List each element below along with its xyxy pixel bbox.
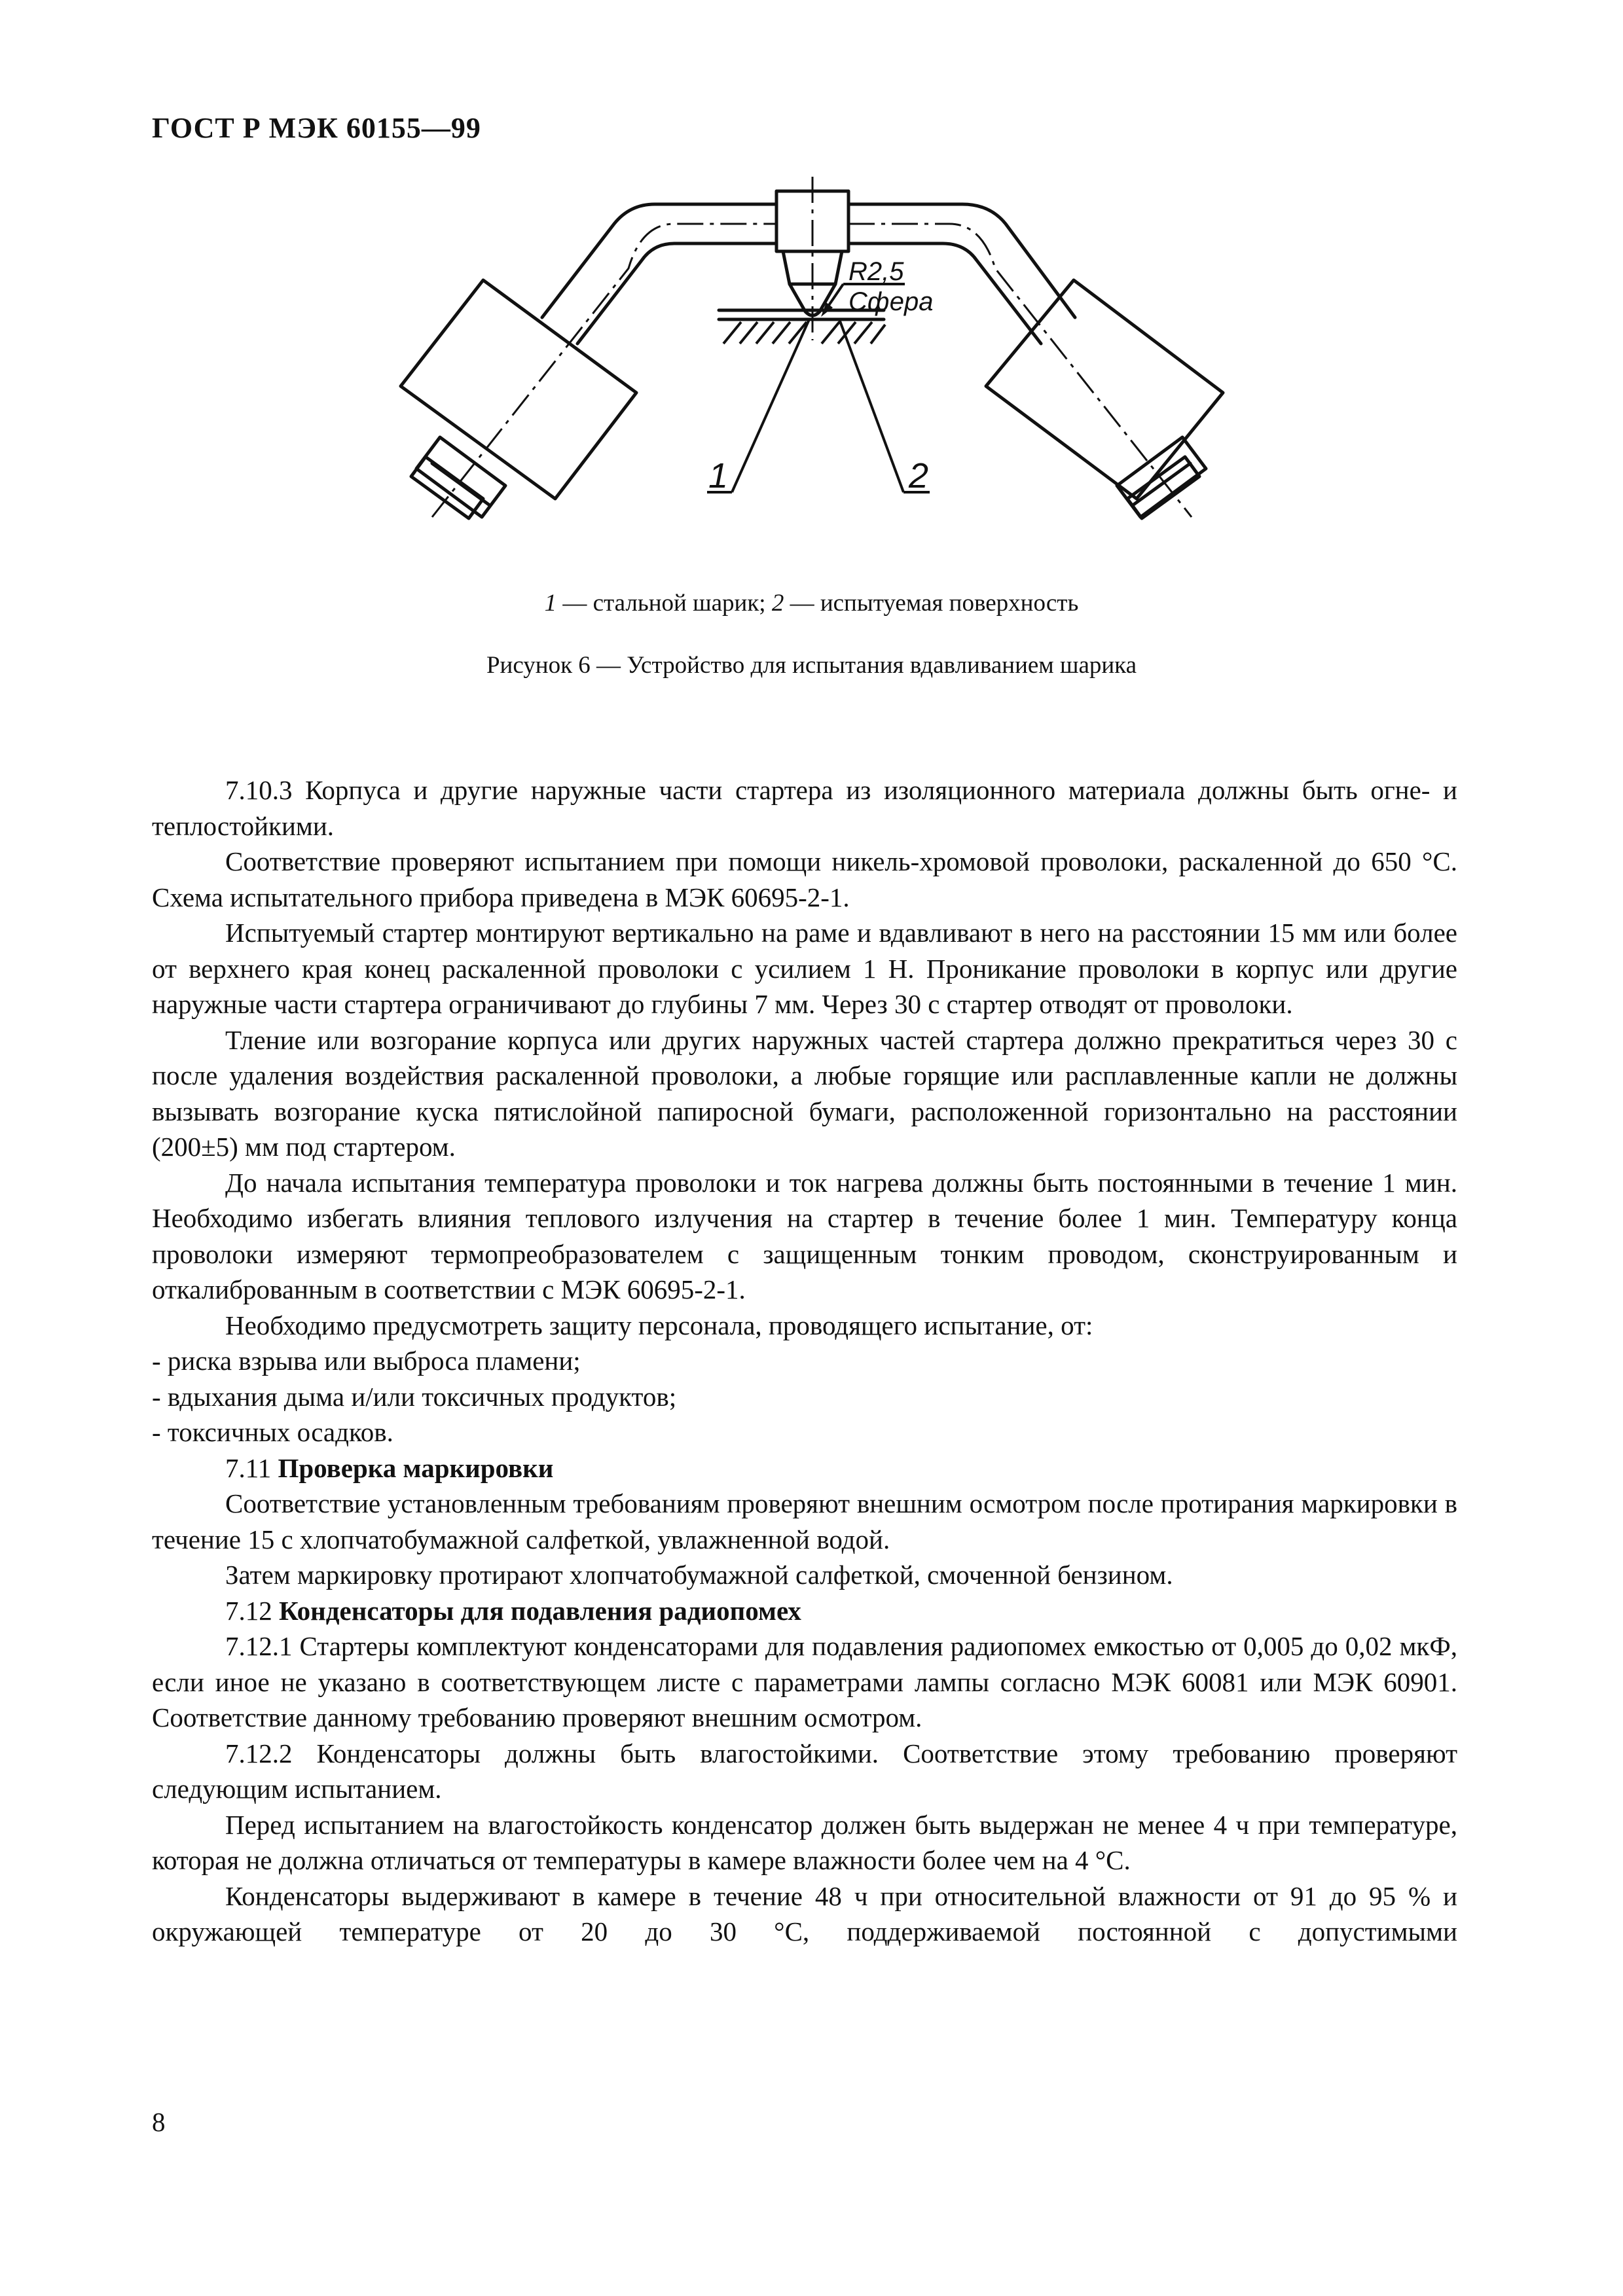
section-number: 7.12: [225, 1595, 279, 1626]
item-2-label: 2: [909, 456, 929, 495]
left-nut-outer: [416, 437, 505, 517]
paragraph: Необходимо предусмотреть защиту персонала, проводящего испытание, от:: [225, 1310, 1093, 1340]
page-number: 8: [152, 2107, 166, 2137]
paragraph-7-10-3: 7.10.3 Корпуса и другие наружные части стартера из изоляционного материала должны быть огне- и теплостойкими.: [152, 775, 1457, 841]
list-item: - риска взрыва или выброса пламени;: [152, 1346, 581, 1376]
radius-label: R2,5: [848, 257, 904, 286]
sphere-label: Сфера: [848, 287, 934, 316]
paragraph: Затем маркировку протирают хлопчатобумажной салфеткой, смоченной бензином.: [225, 1560, 1173, 1590]
figure-caption: Рисунок 6 — Устройство для испытания вдавливанием шарика: [486, 652, 1137, 679]
section-heading-7-11: [152, 1450, 1457, 1486]
paragraph-7-12-1: 7.12.1 Стартеры комплектуют конденсаторами для подавления радиопомех емкостью от 0,005 до 0,02 мкФ, если иное не указано в соответствующем листе с параметрами лампы согласно МЭК 60081 или МЭК 60901. Соответствие данному требованию проверяют внешним осмотром.: [152, 1631, 1457, 1732]
document-header: ГОСТ Р МЭК 60155—99: [152, 112, 481, 144]
support-bar-outer: [542, 204, 1075, 317]
paragraph: До начала испытания температура проволоки и ток нагрева должны быть постоянными в течение 1 мин. Необходимо избегать влияния теплового излучения на стартер в течение более 1 мин. Температуру конца проволоки измеряют термопреобразователем с защищенным тонким проводом, сконструированным и откалиброванным в соответствии с МЭК 60695-2-1.: [152, 1167, 1457, 1304]
paragraph: Испытуемый стартер монтируют вертикально на раме и вдавливают в него на расстоянии 15 мм или более от верхнего края конец раскаленной проволоки с усилием 1 Н. Проникание проволоки в корпус или другие наружные части стартера ограничивают до глубины 7 мм. Через 30 с стартер отводят от проволоки.: [152, 918, 1457, 1019]
legend-text-2: — испытуемая поверхность: [784, 590, 1079, 617]
paragraph: Конденсаторы выдерживают в камере в течение 48 ч при относительной влажности от 91 до 95 % и окружающей температуре от 20 до 30 °С, поддерживаемой постоянной с допустимыми: [152, 1880, 1457, 1946]
support-bar-inner: [577, 243, 1041, 344]
section-number: 7.11: [225, 1452, 278, 1483]
section-title: Проверка маркировки: [278, 1452, 554, 1483]
ball-pressure-apparatus-figure: [0, 0, 1623, 576]
legend-num-2: 2: [771, 590, 784, 617]
section-heading-7-12: [152, 1593, 1457, 1629]
paragraph: Перед испытанием на влагостойкость конденсатор должен быть выдержан не менее 4 ч при температуре, которая не должна отличаться от температуры в камере влажности более чем на 4 °С.: [152, 1809, 1457, 1875]
legend-num-1: 1: [544, 590, 557, 617]
body-text: [152, 772, 1457, 1950]
list-item: - токсичных осадков.: [152, 1417, 393, 1447]
paragraph: Соответствие установленным требованиям проверяют внешним осмотром после протирания маркировки в течение 15 с хлопчатобумажной салфеткой, увлажненной водой.: [152, 1488, 1457, 1554]
list-item: - вдыхания дыма и/или токсичных продуктов;: [152, 1381, 677, 1412]
paragraph: Тление или возгорание корпуса или других наружных частей стартера должно прекратиться через 30 с после удаления воздействия раскаленной проволоки, а любые горящие или расплавленные капли не должны вызывать возгорание куска пятислойной папиросной бумаги, расположенной горизонтально на расстоянии (200±5) мм под стартером.: [152, 1024, 1457, 1162]
paragraph: Соответствие проверяют испытанием при помощи никель-хромовой проволоки, раскаленной до 650 °С. Схема испытательного прибора приведена в МЭК 60695-2-1.: [152, 846, 1457, 912]
figure-legend: [0, 589, 1623, 617]
section-title: Конденсаторы для подавления радиопомех: [279, 1595, 801, 1626]
legend-text-1: — стальной шарик;: [556, 590, 772, 617]
paragraph-7-12-2: 7.12.2 Конденсаторы должны быть влагостойкими. Соответствие этому требованию проверяют следующим испытанием.: [152, 1738, 1457, 1804]
item-1-label: 1: [708, 456, 729, 495]
